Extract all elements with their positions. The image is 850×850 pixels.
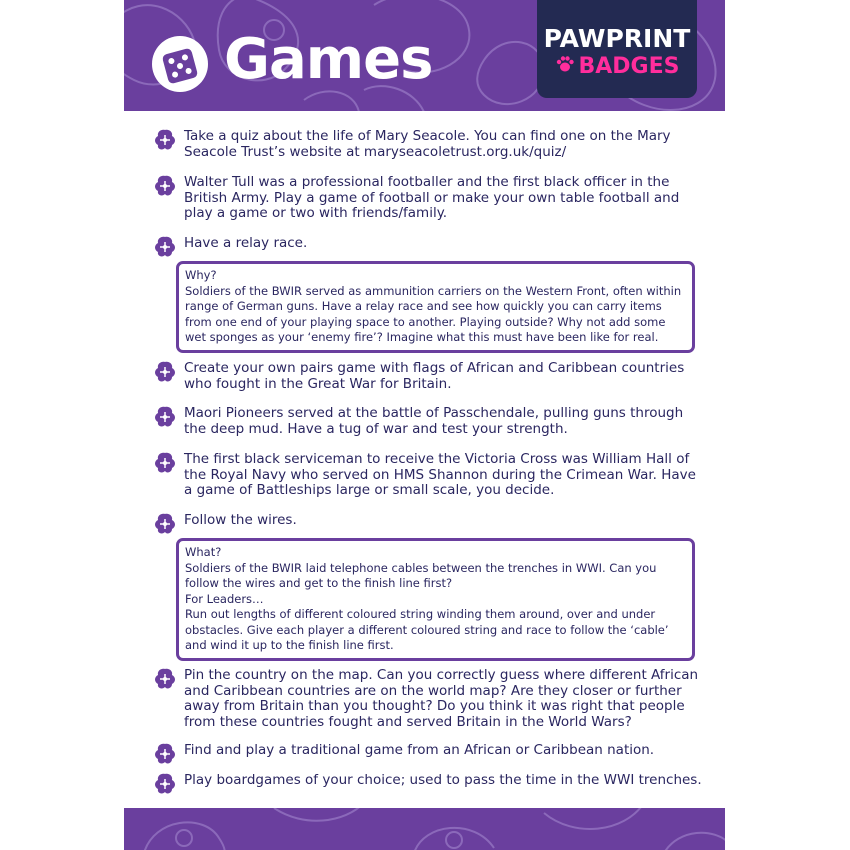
poppy-bullet-icon bbox=[154, 668, 176, 690]
item-text: Maori Pioneers served at the battle of Passchendale, pulling guns through the deep mud. Have a tug of war and test your strength. bbox=[184, 405, 684, 437]
pawprint-badges-logo bbox=[537, 0, 697, 98]
logo-text-bottom: BADGES bbox=[578, 54, 680, 79]
leaders-body: Run out lengths of different coloured string winding them around, over and under obstacles. Give each player a different coloured string and race to follow the ‘cable’ and wind it up to the finish line first. bbox=[185, 607, 669, 652]
what-body: Soldiers of the BWIR laid telephone cables between the trenches in WWI. Can you follow the wires and get to the finish line first? bbox=[185, 560, 657, 590]
item-text: Take a quiz about the life of Mary Seacole. You can find one on the Mary Seacole Trust’s website at maryseacoletrust.org.uk/quiz/ bbox=[184, 128, 671, 160]
poppy-bullet-icon bbox=[154, 129, 176, 151]
item-text: Pin the country on the map. Can you correctly guess where different African and Caribbean countries are on the world map? Are they closer or further away from Britain than you thought? Do you think it was right that people from these countries fought and served Britain in the World Wars? bbox=[184, 667, 699, 730]
footer-banner bbox=[124, 808, 725, 850]
item-text: Walter Tull was a professional footballer and the first black officer in the British Army. Play a game of football or make your own table football and play a game or two with friends/family. bbox=[184, 174, 680, 221]
header-banner bbox=[124, 0, 725, 111]
footer-poppy-pattern bbox=[124, 808, 725, 850]
why-heading: Why? bbox=[185, 268, 217, 282]
what-box bbox=[176, 538, 695, 661]
poppy-bullet-icon bbox=[154, 175, 176, 197]
poppy-bullet-icon bbox=[154, 236, 176, 258]
poppy-bullet-icon bbox=[154, 452, 176, 474]
paw-icon bbox=[555, 54, 575, 80]
leaders-heading: For Leaders… bbox=[185, 591, 264, 606]
what-heading: What? bbox=[185, 545, 222, 559]
logo-text-bottom-wrap bbox=[537, 54, 697, 80]
poppy-bullet-icon bbox=[154, 773, 176, 795]
badge-page bbox=[124, 0, 725, 850]
page-title: Games bbox=[224, 27, 433, 92]
item-text: Create your own pairs game with flags of African and Caribbean countries who fought in the Great War for Britain. bbox=[184, 360, 685, 392]
poppy-bullet-icon bbox=[154, 361, 176, 383]
poppy-bullet-icon bbox=[154, 406, 176, 428]
why-body: Soldiers of the BWIR served as ammunition carriers on the Western Front, often within range of German guns. Have a relay race and see how quickly you can carry items from one end of your playing space to another. Playing outside? Why not add some wet sponges as your ‘enemy fire’? Imagine what this must have been like for real. bbox=[185, 283, 682, 344]
logo-text-top: PAWPRINT bbox=[543, 24, 691, 53]
item-text: The first black serviceman to receive the Victoria Cross was William Hall of the Royal Navy who served on HMS Shannon during the Crimean War. Have a game of Battleships large or small scale, you decide. bbox=[184, 451, 696, 498]
poppy-bullet-icon bbox=[154, 513, 176, 535]
poppy-bullet-icon bbox=[154, 743, 176, 765]
item-text: Have a relay race. bbox=[184, 235, 308, 251]
item-text: Play boardgames of your choice; used to pass the time in the WWI trenches. bbox=[184, 772, 702, 788]
why-box bbox=[176, 261, 695, 353]
dice-icon bbox=[152, 36, 208, 92]
item-text: Follow the wires. bbox=[184, 512, 297, 528]
item-text: Find and play a traditional game from an African or Caribbean nation. bbox=[184, 742, 655, 758]
